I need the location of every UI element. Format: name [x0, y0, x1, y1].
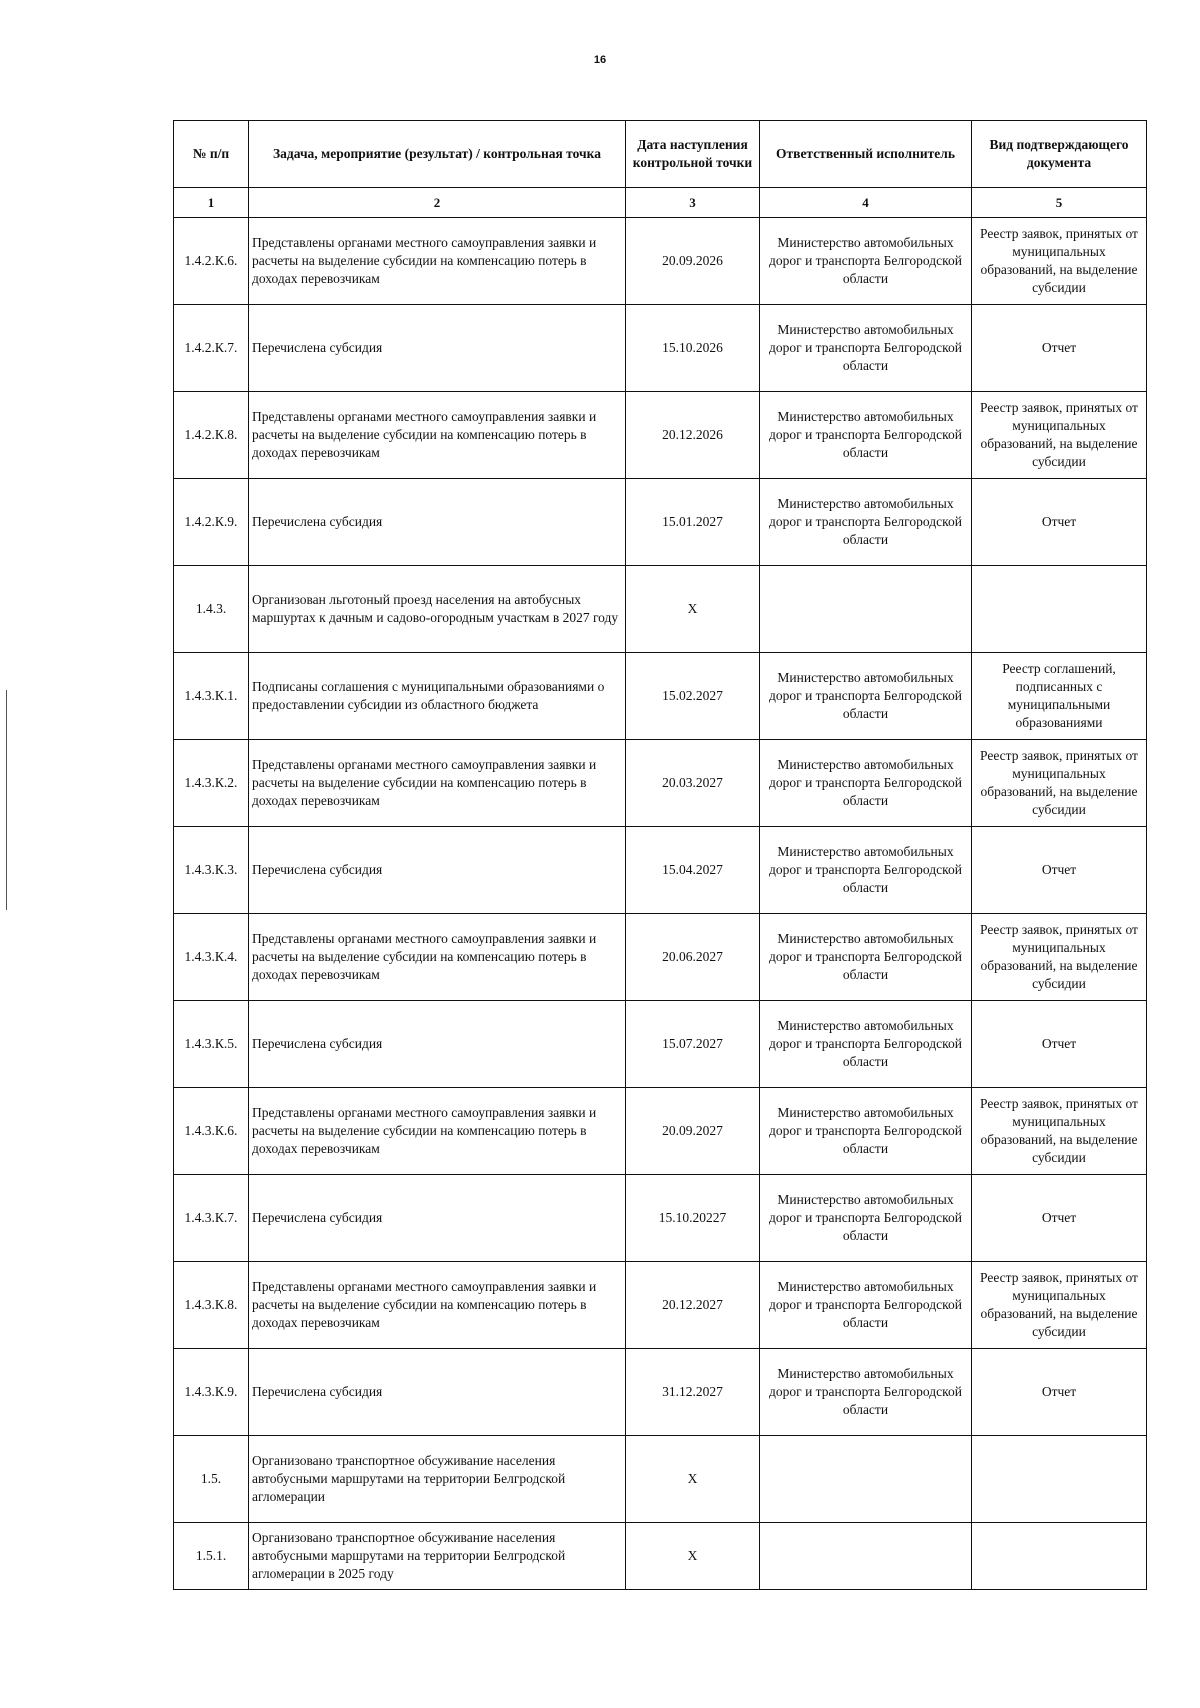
row-number: 1.4.2.К.8. — [174, 392, 249, 479]
confirming-document: Реестр заявок, принятых от муниципальных образований, на выделение субсидии — [972, 1088, 1147, 1175]
responsible-executor: Министерство автомобильных дорог и транспорта Белгородской области — [760, 392, 972, 479]
responsible-executor — [760, 566, 972, 653]
table-body — [174, 218, 1147, 1590]
responsible-executor: Министерство автомобильных дорог и транспорта Белгородской области — [760, 740, 972, 827]
column-number: 5 — [972, 188, 1147, 218]
column-number-row — [174, 188, 1147, 218]
responsible-executor: Министерство автомобильных дорог и транспорта Белгородской области — [760, 653, 972, 740]
responsible-executor: Министерство автомобильных дорог и транспорта Белгородской области — [760, 1175, 972, 1262]
row-number: 1.4.2.К.9. — [174, 479, 249, 566]
confirming-document: Реестр заявок, принятых от муниципальных образований, на выделение субсидии — [972, 914, 1147, 1001]
column-number: 1 — [174, 188, 249, 218]
task-text: Организован льготоный проезд населения на автобусных маршуртах к дачным и садово-огородным участкам в 2027 году — [249, 566, 626, 653]
table-row — [174, 653, 1147, 740]
row-number: 1.4.2.К.7. — [174, 305, 249, 392]
table-row — [174, 1175, 1147, 1262]
table-row — [174, 1523, 1147, 1590]
confirming-document: Отчет — [972, 305, 1147, 392]
task-text: Перечислена субсидия — [249, 1175, 626, 1262]
row-number: 1.4.3.К.6. — [174, 1088, 249, 1175]
task-text: Организовано транспортное обсуживание населения автобусными маршрутами на территории Белгродской агломерации в 2025 году — [249, 1523, 626, 1590]
table-header-row — [174, 121, 1147, 188]
task-text: Представлены органами местного самоуправления заявки и расчеты на выделение субсидии на компенсацию потерь в доходах перевозчикам — [249, 1088, 626, 1175]
row-number: 1.5. — [174, 1436, 249, 1523]
confirming-document: Реестр соглашений, подписанных с муниципальными образованиями — [972, 653, 1147, 740]
confirming-document: Отчет — [972, 1001, 1147, 1088]
responsible-executor — [760, 1523, 972, 1590]
control-date: 31.12.2027 — [626, 1349, 760, 1436]
task-text: Перечислена субсидия — [249, 1349, 626, 1436]
control-date: 20.03.2027 — [626, 740, 760, 827]
task-text: Представлены органами местного самоуправления заявки и расчеты на выделение субсидии на компенсацию потерь в доходах перевозчикам — [249, 1262, 626, 1349]
row-number: 1.4.3. — [174, 566, 249, 653]
control-date: 15.07.2027 — [626, 1001, 760, 1088]
header-date: Дата наступления контрольной точки — [626, 121, 760, 188]
control-date: 15.04.2027 — [626, 827, 760, 914]
row-number: 1.4.3.К.9. — [174, 1349, 249, 1436]
confirming-document — [972, 1523, 1147, 1590]
table-row — [174, 914, 1147, 1001]
table-row — [174, 1001, 1147, 1088]
row-number: 1.4.3.К.2. — [174, 740, 249, 827]
task-text: Перечислена субсидия — [249, 1001, 626, 1088]
confirming-document — [972, 566, 1147, 653]
row-number: 1.5.1. — [174, 1523, 249, 1590]
responsible-executor: Министерство автомобильных дорог и транспорта Белгородской области — [760, 827, 972, 914]
responsible-executor: Министерство автомобильных дорог и транспорта Белгородской области — [760, 1001, 972, 1088]
task-text: Представлены органами местного самоуправления заявки и расчеты на выделение субсидии на компенсацию потерь в доходах перевозчикам — [249, 392, 626, 479]
row-number: 1.4.3.К.1. — [174, 653, 249, 740]
column-number: 2 — [249, 188, 626, 218]
task-text: Перечислена субсидия — [249, 479, 626, 566]
confirming-document: Отчет — [972, 1175, 1147, 1262]
table-row — [174, 1262, 1147, 1349]
row-number: 1.4.3.К.8. — [174, 1262, 249, 1349]
control-date: 15.02.2027 — [626, 653, 760, 740]
confirming-document: Отчет — [972, 827, 1147, 914]
task-text: Подписаны соглашения с муниципальными образованиями о предоставлении субсидии из областного бюджета — [249, 653, 626, 740]
table-row — [174, 479, 1147, 566]
task-text: Перечислена субсидия — [249, 827, 626, 914]
confirming-document: Реестр заявок, принятых от муниципальных образований, на выделение субсидии — [972, 218, 1147, 305]
task-text: Представлены органами местного самоуправления заявки и расчеты на выделение субсидии на компенсацию потерь в доходах перевозчикам — [249, 914, 626, 1001]
confirming-document: Реестр заявок, принятых от муниципальных образований, на выделение субсидии — [972, 392, 1147, 479]
control-date: 20.12.2026 — [626, 392, 760, 479]
table-row — [174, 1088, 1147, 1175]
control-date: 15.10.2026 — [626, 305, 760, 392]
header-task: Задача, мероприятие (результат) / контрольная точка — [249, 121, 626, 188]
header-executor: Ответственный исполнитель — [760, 121, 972, 188]
responsible-executor: Министерство автомобильных дорог и транспорта Белгородской области — [760, 1349, 972, 1436]
table-row — [174, 827, 1147, 914]
control-date: 20.06.2027 — [626, 914, 760, 1001]
responsible-executor: Министерство автомобильных дорог и транспорта Белгородской области — [760, 914, 972, 1001]
control-date: 20.09.2027 — [626, 1088, 760, 1175]
row-number: 1.4.3.К.7. — [174, 1175, 249, 1262]
header-number: № п/п — [174, 121, 249, 188]
table-row — [174, 1349, 1147, 1436]
responsible-executor: Министерство автомобильных дорог и транспорта Белгородской области — [760, 305, 972, 392]
row-number: 1.4.3.К.3. — [174, 827, 249, 914]
responsible-executor: Министерство автомобильных дорог и транспорта Белгородской области — [760, 218, 972, 305]
table-row — [174, 305, 1147, 392]
row-number: 1.4.3.К.5. — [174, 1001, 249, 1088]
column-number: 3 — [626, 188, 760, 218]
control-date: Х — [626, 566, 760, 653]
control-date: Х — [626, 1523, 760, 1590]
header-document: Вид подтверждающего документа — [972, 121, 1147, 188]
responsible-executor: Министерство автомобильных дорог и транспорта Белгородской области — [760, 479, 972, 566]
task-text: Организовано транспортное обсуживание населения автобусными маршрутами на территории Белгродской агломерации — [249, 1436, 626, 1523]
control-date: 20.12.2027 — [626, 1262, 760, 1349]
table-row — [174, 566, 1147, 653]
confirming-document — [972, 1436, 1147, 1523]
table-row — [174, 218, 1147, 305]
task-text: Представлены органами местного самоуправления заявки и расчеты на выделение субсидии на компенсацию потерь в доходах перевозчикам — [249, 740, 626, 827]
confirming-document: Реестр заявок, принятых от муниципальных образований, на выделение субсидии — [972, 740, 1147, 827]
responsible-executor: Министерство автомобильных дорог и транспорта Белгородской области — [760, 1088, 972, 1175]
page-number: 16 — [593, 54, 607, 66]
table-row — [174, 392, 1147, 479]
control-date: 20.09.2026 — [626, 218, 760, 305]
confirming-document: Реестр заявок, принятых от муниципальных образований, на выделение субсидии — [972, 1262, 1147, 1349]
control-date: 15.10.20227 — [626, 1175, 760, 1262]
confirming-document: Отчет — [972, 479, 1147, 566]
control-date: Х — [626, 1436, 760, 1523]
column-number: 4 — [760, 188, 972, 218]
margin-mark — [6, 690, 7, 910]
confirming-document: Отчет — [972, 1349, 1147, 1436]
row-number: 1.4.2.К.6. — [174, 218, 249, 305]
task-text: Перечислена субсидия — [249, 305, 626, 392]
task-text: Представлены органами местного самоуправления заявки и расчеты на выделение субсидии на компенсацию потерь в доходах перевозчикам — [249, 218, 626, 305]
table-row — [174, 740, 1147, 827]
control-points-table — [173, 120, 1147, 1590]
responsible-executor: Министерство автомобильных дорог и транспорта Белгородской области — [760, 1262, 972, 1349]
control-date: 15.01.2027 — [626, 479, 760, 566]
responsible-executor — [760, 1436, 972, 1523]
row-number: 1.4.3.К.4. — [174, 914, 249, 1001]
table-row — [174, 1436, 1147, 1523]
